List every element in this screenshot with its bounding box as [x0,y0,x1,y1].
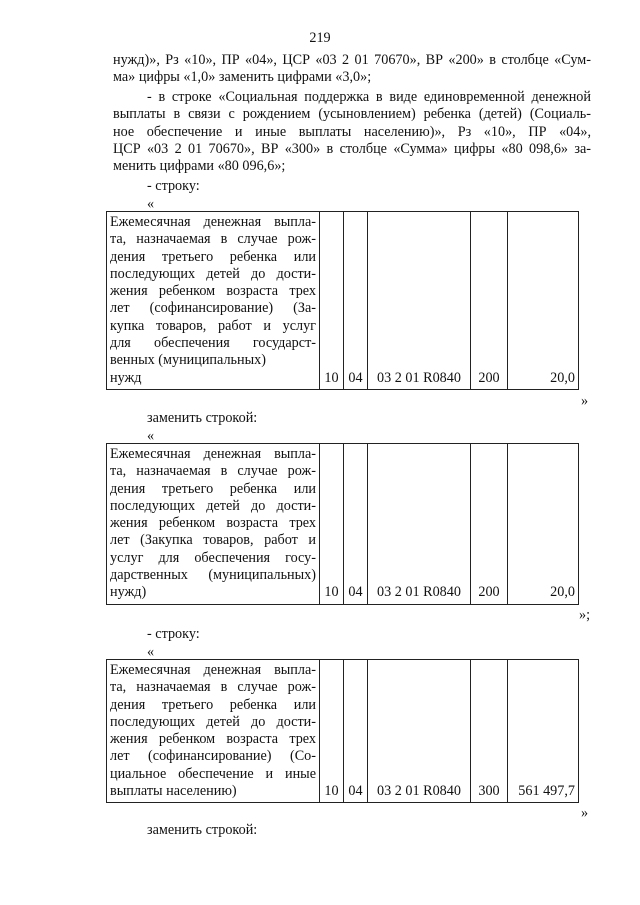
csr-cell: 03 2 01 R0840 [368,212,471,390]
text-line: последующих детей до дости- [110,265,316,282]
label-replace: заменить строкой: [147,822,258,838]
quote-close: » [581,805,589,821]
text-line: жения ребенком возраста трех [110,515,316,532]
text-line: выплаты населению) [110,783,237,800]
table-row [107,212,579,390]
pr-cell: 04 [344,660,368,803]
text-line: ное обеспечение и иные выплаты населению)», Рз «10», ПР «04», [113,123,591,140]
budget-table-1 [106,211,579,390]
text-line: та, назначаемая в случае рож- [110,463,316,480]
vr-cell: 300 [471,660,508,803]
text-line: - в строке «Социальная поддержка в виде единовременной денежной [147,89,591,105]
text-line: нужд)», Рз «10», ПР «04», ЦСР «03 2 01 70670», ВР «200» в столбце «Сум- [113,52,591,68]
pr-cell: 04 [344,444,368,605]
text-line: дения третьего ребенка или [110,480,316,497]
quote-close: » [581,393,589,409]
text-line: нужд [110,369,142,386]
rz-cell: 10 [320,660,344,803]
text-line: Ежемесячная денежная выпла- [110,214,316,230]
quote-open: « [147,428,155,444]
amendment-paragraph [113,89,591,175]
text-line: жения ребенком возраста трех [110,283,316,300]
vr-cell: 200 [471,212,508,390]
page-number: 219 [309,30,331,46]
text-line: та, назначаемая в случае рож- [110,231,316,248]
rz-cell: 10 [320,212,344,390]
text-line: последующих детей до дости- [110,497,316,514]
text-line: последующих детей до дости- [110,713,316,730]
text-line: для обеспечения государст- [110,335,316,352]
text-line: ЦСР «03 2 01 70670», ВР «300» в столбце «Сумма» цифры «80 098,6» за- [113,140,591,157]
quote-open: « [147,196,155,212]
text-line: купка товаров, работ и услуг [110,317,316,334]
pr-cell: 04 [344,212,368,390]
text-line: дения третьего ребенка или [110,248,316,265]
csr-cell: 03 2 01 R0840 [368,444,471,605]
label-row: - строку: [147,626,200,642]
item-name-cell [107,212,320,390]
item-name-cell [107,444,320,605]
text-line: лет (Закупка товаров, работ и [110,532,316,549]
table-row [107,444,579,605]
text-line: та, назначаемая в случае рож- [110,679,316,696]
text-line: выплаты в связи с рождением (усыновлением) ребенка (детей) (Социаль- [113,106,591,123]
text-line: циальное обеспечение и иные [110,765,316,782]
label-replace: заменить строкой: [147,410,258,426]
label-row: - строку: [147,178,200,194]
text-line: Ежемесячная денежная выпла- [110,446,316,462]
text-line: дения третьего ребенка или [110,696,316,713]
text-line: нужд) [110,584,147,601]
text-line: Ежемесячная денежная выпла- [110,662,316,678]
item-name-cell [107,660,320,803]
text-line: лет (софинансирование) (Со- [110,748,316,765]
text-line: венных (муниципальных) [110,352,266,369]
sum-cell: 20,0 [508,212,579,390]
text-line: дарственных (муниципальных) [110,567,316,584]
quote-close: »; [579,607,591,623]
table-row [107,660,579,803]
text-line: жения ребенком возраста трех [110,731,316,748]
csr-cell: 03 2 01 R0840 [368,660,471,803]
intro-paragraph [113,52,591,87]
text-line: услуг для обеспечения госу- [110,549,316,566]
sum-cell: 20,0 [508,444,579,605]
text-line: менить цифрами «80 096,6»; [113,158,286,175]
quote-open: « [147,644,155,660]
budget-table-3 [106,659,579,803]
rz-cell: 10 [320,444,344,605]
text-line: ма» цифры «1,0» заменить цифрами «3,0»; [113,69,372,86]
vr-cell: 200 [471,444,508,605]
text-line: лет (софинансирование) (За- [110,300,316,317]
budget-table-2 [106,443,579,605]
sum-cell: 561 497,7 [508,660,579,803]
